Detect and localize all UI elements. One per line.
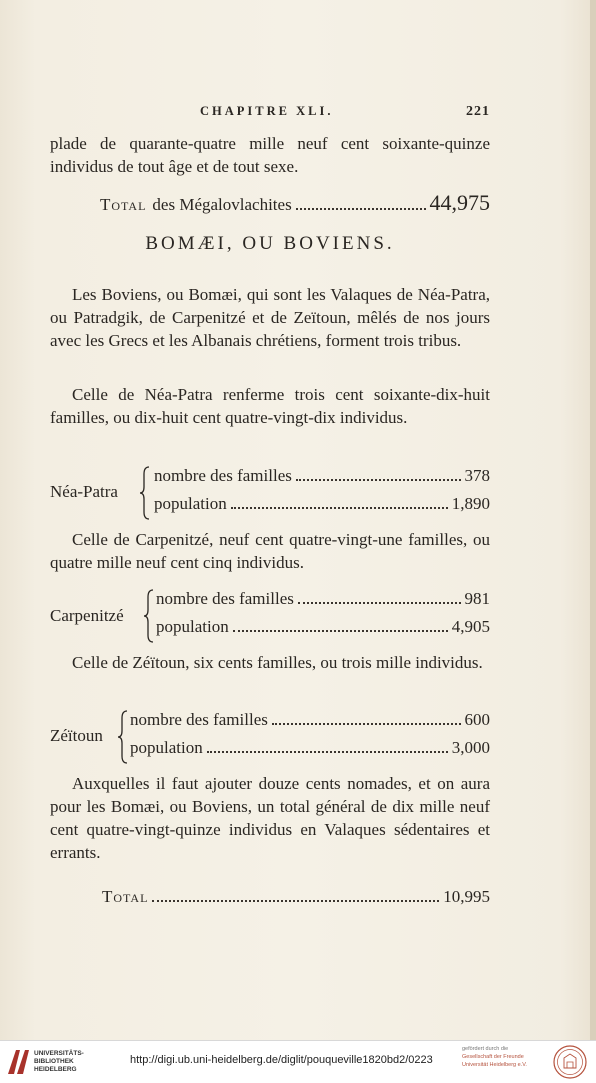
funding-notice xyxy=(462,1045,552,1069)
row-families xyxy=(130,710,490,736)
group-name: Carpenitzé xyxy=(50,606,124,625)
leader-dots xyxy=(207,751,448,753)
row-population xyxy=(130,738,490,764)
leader-dots xyxy=(233,630,448,632)
group-nea-patra xyxy=(50,466,490,520)
paragraph-auxquelles: Auxquelles il faut ajouter douze cents nomades, et on aura pour les Bomæi, ou Boviens, un total général de dix mille neuf cent quatre-vingt-quinze individus en Valaques sédentaires et errants. xyxy=(50,774,490,862)
library-logo-icon[interactable] xyxy=(6,1048,32,1076)
paragraph-zeitoun: Celle de Zéïtoun, six cents familles, ou trois mille individus. xyxy=(72,653,483,672)
row-value: 600 xyxy=(464,710,490,729)
library-name xyxy=(34,1050,84,1074)
library-name-line: HEIDELBERG xyxy=(34,1066,77,1073)
row-population xyxy=(154,494,490,520)
leader-dots xyxy=(296,208,426,210)
group-name: Néa-Patra xyxy=(50,482,118,501)
total-label-rest: des Mégalovlachites xyxy=(152,195,292,214)
row-value: 378 xyxy=(464,466,490,485)
row-label: population xyxy=(156,617,229,636)
paragraph-boviens: Les Boviens, ou Bomæi, qui sont les Valaques de Néa-Patra, ou Patradgik, de Carpenitzé et de Zeïtoun, mêlés de nos jours avec les Grecs et les Albanais chrétiens, forment trois tribus. xyxy=(50,285,490,350)
row-label: population xyxy=(130,738,203,757)
paragraph-nea-patra: Celle de Néa-Patra renferme trois cent soixante-dix-huit familles, ou dix-huit cent quatre-vingt-dix individus. xyxy=(50,385,490,427)
section-title: BOMÆI, OU BOVIENS. xyxy=(145,233,395,254)
total-label: Total xyxy=(100,195,147,214)
leader-dots xyxy=(298,602,461,604)
row-label: population xyxy=(154,494,227,513)
running-head: CHAPITRE XLI. xyxy=(200,104,334,118)
row-families xyxy=(154,466,490,492)
brace-icon xyxy=(118,710,128,764)
page-number: 221 xyxy=(466,104,490,119)
library-name-line: BIBLIOTHEK xyxy=(34,1058,74,1065)
group-carpenitze xyxy=(50,589,490,643)
row-families xyxy=(156,589,490,615)
university-seal-icon xyxy=(552,1044,588,1080)
page-edge xyxy=(590,0,596,1040)
row-value: 3,000 xyxy=(451,738,490,757)
funded-by-text: gefördert durch die xyxy=(462,1046,509,1052)
row-value: 4,905 xyxy=(451,617,490,636)
paragraph-carpenitze: Celle de Carpenitzé, neuf cent quatre-vingt-une familles, ou quatre mille neuf cent cinq individus. xyxy=(50,530,490,572)
final-total xyxy=(102,887,490,907)
total-value: 10,995 xyxy=(443,887,490,906)
society-name-line[interactable]: Gesellschaft der Freunde xyxy=(462,1054,524,1060)
leader-dots xyxy=(152,900,439,902)
total-label: Total xyxy=(102,887,149,906)
leader-dots xyxy=(296,479,461,481)
row-value: 1,890 xyxy=(451,494,490,513)
row-label: nombre des familles xyxy=(130,710,268,729)
row-label: nombre des familles xyxy=(156,589,294,608)
brace-icon xyxy=(144,589,154,643)
brace-icon xyxy=(140,466,150,520)
page-header xyxy=(50,104,490,126)
row-label: nombre des familles xyxy=(154,466,292,485)
permalink-url[interactable]: http://digi.ub.uni-heidelberg.de/diglit/pouqueville1820bd2/0223 xyxy=(130,1054,433,1066)
row-population xyxy=(156,617,490,643)
intro-paragraph: plade de quarante-quatre mille neuf cent soixante-quinze individus de tout âge et de tout sexe. xyxy=(50,134,490,176)
society-name-line[interactable]: Universität Heidelberg e.V. xyxy=(462,1062,527,1068)
row-value: 981 xyxy=(464,589,490,608)
group-zeitoun xyxy=(50,710,490,764)
viewer-footer xyxy=(0,1040,596,1083)
leader-dots xyxy=(231,507,448,509)
leader-dots xyxy=(272,723,461,725)
megalovlachites-total xyxy=(100,190,490,216)
total-value: 44,975 xyxy=(429,190,490,215)
group-name: Zéïtoun xyxy=(50,726,103,745)
library-name-line: UNIVERSITÄTS- xyxy=(34,1050,84,1057)
